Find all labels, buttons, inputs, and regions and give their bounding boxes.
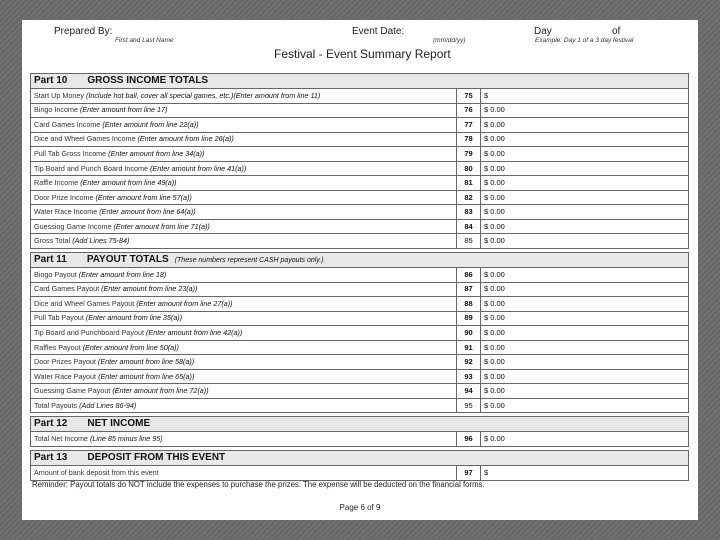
form-line-row	[31, 103, 689, 118]
day-label: Day	[534, 26, 552, 37]
line-amount-field[interactable]: $ 0.00	[481, 190, 689, 205]
line-description	[31, 340, 457, 355]
line-amount-field[interactable]: $ 0.00	[481, 369, 689, 384]
line-amount-field[interactable]: $ 0.00	[481, 103, 689, 118]
document-page	[22, 20, 698, 520]
line-label: Total Payouts	[34, 400, 78, 410]
part-title: DEPOSIT FROM THIS EVENT	[87, 452, 226, 464]
day-sublabel: Example: Day 1 of a 3 day festival	[535, 37, 634, 44]
form-line-row	[31, 132, 689, 147]
line-instruction: (Enter amount from line 57(a))	[95, 192, 192, 202]
line-instruction: (Enter amount from line 65(a))	[98, 371, 195, 381]
line-label: Guessing Game Income	[34, 221, 112, 231]
part-header-cell	[31, 451, 689, 466]
line-number: 78	[457, 132, 481, 147]
line-label: Dice and Wheel Games Income	[34, 134, 136, 144]
line-description	[31, 384, 457, 399]
line-number: 84	[457, 219, 481, 234]
line-instruction: (Enter amount from line 27(a))	[136, 298, 233, 308]
line-amount-field[interactable]: $ 0.00	[481, 234, 689, 249]
form-line-row	[31, 190, 689, 205]
line-amount-field[interactable]: $ 0.00	[481, 311, 689, 326]
part-header-row	[31, 417, 689, 432]
line-label: Pull Tab Gross Income	[34, 148, 107, 158]
line-number: 86	[457, 268, 481, 283]
form-line-row	[31, 268, 689, 283]
line-description	[31, 466, 457, 481]
form-line-row	[31, 161, 689, 176]
line-amount-field[interactable]: $	[481, 89, 689, 104]
line-number: 95	[457, 398, 481, 413]
line-description	[31, 205, 457, 220]
line-amount-field[interactable]: $	[481, 466, 689, 481]
line-instruction: (Enter amount from line 23(a))	[101, 284, 198, 294]
line-number: 80	[457, 161, 481, 176]
document-title: Festival - Event Summary Report	[274, 47, 451, 61]
event-date-sublabel: (mm/dd/yy)	[433, 37, 466, 44]
line-instruction: (Enter amount from line 72(a))	[112, 386, 209, 396]
line-instruction: (Enter amount from line 49(a))	[80, 178, 177, 188]
line-instruction: (Add Lines 86-94)	[79, 400, 137, 410]
reminder-note: Reminder: Payout totals do NOT include the expenses to purchase the prizes. The expense will be deducted on the financial forms.	[32, 480, 485, 489]
part-label: Part 13	[34, 452, 68, 464]
line-number: 81	[457, 176, 481, 191]
line-description	[31, 282, 457, 297]
form-line-row	[31, 466, 689, 481]
line-instruction: (Enter amount from line 34(a))	[108, 148, 205, 158]
line-number: 96	[457, 432, 481, 447]
line-description	[31, 297, 457, 312]
part-header-cell	[31, 74, 689, 89]
line-label: Raffles Payout	[34, 342, 81, 352]
part-label: Part 10	[34, 75, 68, 86]
line-description	[31, 311, 457, 326]
line-label: Tip Board and Punch Board Income	[34, 163, 149, 173]
part-note: (These numbers represent CASH payouts only.)	[174, 256, 324, 264]
line-description	[31, 369, 457, 384]
line-description	[31, 176, 457, 191]
part-header-cell	[31, 253, 689, 268]
form-line-row	[31, 176, 689, 191]
line-amount-field[interactable]: $ 0.00	[481, 176, 689, 191]
line-instruction: (Enter amount from line 41(a))	[150, 163, 247, 173]
line-amount-field[interactable]: $ 0.00	[481, 132, 689, 147]
line-number: 91	[457, 340, 481, 355]
line-number: 76	[457, 103, 481, 118]
part-header-row	[31, 451, 689, 466]
line-label: Card Games Income	[34, 119, 101, 129]
line-amount-field[interactable]: $ 0.00	[481, 340, 689, 355]
prepared-by-sublabel: First and Last Name	[115, 37, 174, 44]
line-amount-field[interactable]: $ 0.00	[481, 161, 689, 176]
line-description	[31, 326, 457, 341]
line-description	[31, 89, 457, 104]
line-instruction: (Include hot ball, cover all special games, etc.)(Enter amount from line 11)	[85, 90, 321, 100]
line-instruction: (Enter amount from line 35(a))	[85, 313, 183, 323]
line-label: Dice and Wheel Games Payout	[34, 298, 135, 308]
line-label: Door Prizes Payout	[34, 357, 96, 367]
line-label: Start Up Money	[34, 90, 84, 100]
line-description	[31, 118, 457, 133]
line-number: 85	[457, 234, 481, 249]
line-amount-field[interactable]: $ 0.00	[481, 282, 689, 297]
line-amount-field[interactable]: $ 0.00	[481, 355, 689, 370]
line-label: Tip Board and Punchboard Payout	[34, 327, 145, 337]
line-instruction: (Add Lines 75-84)	[72, 236, 130, 246]
line-description	[31, 219, 457, 234]
line-description	[31, 355, 457, 370]
page-number: Page 6 of 9	[339, 503, 381, 512]
line-amount-field[interactable]: $ 0.00	[481, 268, 689, 283]
line-description	[31, 234, 457, 249]
line-description	[31, 268, 457, 283]
line-instruction: (Enter amount from line 71(a))	[113, 221, 210, 231]
form-line-row	[31, 326, 689, 341]
line-amount-field[interactable]: $ 0.00	[481, 147, 689, 162]
form-line-row	[31, 398, 689, 413]
form-line-row	[31, 219, 689, 234]
line-description	[31, 132, 457, 147]
prepared-by-label: Prepared By:	[54, 26, 113, 37]
form-line-row	[31, 205, 689, 220]
line-label: Gross Total	[34, 236, 71, 246]
form-line-row	[31, 297, 689, 312]
line-description	[31, 161, 457, 176]
part-label: Part 12	[34, 418, 68, 430]
line-number: 89	[457, 311, 481, 326]
part-header-row	[31, 253, 689, 268]
line-label: Card Games Payout	[34, 284, 100, 294]
of-label: of	[612, 26, 621, 37]
line-label: Total Net Income	[34, 434, 88, 444]
line-instruction: (Enter amount from line 22(a))	[102, 119, 199, 129]
form-line-row	[31, 282, 689, 297]
line-instruction: (Enter amount from line 50(a))	[82, 342, 179, 352]
line-label: Water Race Payout	[34, 371, 97, 381]
line-number: 90	[457, 326, 481, 341]
line-number: 75	[457, 89, 481, 104]
line-number: 77	[457, 118, 481, 133]
line-label: Guessing Game Payout	[34, 386, 111, 396]
line-label: Water Race Income	[34, 207, 98, 217]
form-line-row	[31, 340, 689, 355]
line-description	[31, 190, 457, 205]
line-label: Door Prize Income	[34, 192, 94, 202]
part-title: GROSS INCOME TOTALS	[87, 75, 209, 86]
line-amount-field[interactable]: $ 0.00	[481, 219, 689, 234]
line-instruction: (Enter amount from line 42(a))	[146, 327, 243, 337]
line-label: Amount of bank deposit from this event	[34, 467, 159, 477]
line-label: Bingo Payout	[34, 269, 77, 279]
event-date-label: Event Date:	[352, 26, 405, 37]
line-amount-field[interactable]: $ 0.00	[481, 432, 689, 447]
line-amount-field[interactable]: $ 0.00	[481, 205, 689, 220]
part-header-cell	[31, 417, 689, 432]
form-line-row	[31, 118, 689, 133]
line-number: 93	[457, 369, 481, 384]
line-label: Raffle Income	[34, 178, 79, 188]
summary-form-table	[30, 73, 689, 481]
line-number: 79	[457, 147, 481, 162]
form-line-row	[31, 311, 689, 326]
part-title: PAYOUT TOTALS	[86, 253, 169, 265]
line-description	[31, 147, 457, 162]
form-line-row	[31, 369, 689, 384]
line-amount-field[interactable]: $ 0.00	[481, 326, 689, 341]
line-amount-field[interactable]: $ 0.00	[481, 398, 689, 413]
line-number: 94	[457, 384, 481, 399]
line-number: 92	[457, 355, 481, 370]
line-amount-field[interactable]: $ 0.00	[481, 118, 689, 133]
line-number: 82	[457, 190, 481, 205]
line-number: 88	[457, 297, 481, 312]
form-line-row	[31, 147, 689, 162]
line-number: 83	[457, 205, 481, 220]
line-label: Pull Tab Payout	[34, 313, 84, 323]
part-header-row	[31, 74, 689, 89]
line-description	[31, 398, 457, 413]
line-label: Bingo Income	[34, 105, 78, 115]
form-line-row	[31, 89, 689, 104]
line-description	[31, 103, 457, 118]
form-line-row	[31, 234, 689, 249]
line-amount-field[interactable]: $ 0.00	[481, 384, 689, 399]
line-instruction: (Enter amount from line 58(a))	[97, 357, 195, 367]
line-instruction: (Enter amount from line 26(a))	[137, 134, 234, 144]
form-line-row	[31, 432, 689, 447]
line-instruction: (Enter amount from line 17)	[79, 105, 168, 115]
line-instruction: (Enter amount from line 18)	[78, 269, 167, 279]
line-instruction: (Line 85 minus line 95)	[89, 434, 163, 444]
form-line-row	[31, 384, 689, 399]
part-title: NET INCOME	[87, 418, 151, 430]
line-description	[31, 432, 457, 447]
line-number: 87	[457, 282, 481, 297]
part-label: Part 11	[34, 253, 67, 265]
line-instruction: (Enter amount from line 64(a))	[99, 207, 196, 217]
line-amount-field[interactable]: $ 0.00	[481, 297, 689, 312]
line-number: 97	[457, 466, 481, 481]
form-line-row	[31, 355, 689, 370]
